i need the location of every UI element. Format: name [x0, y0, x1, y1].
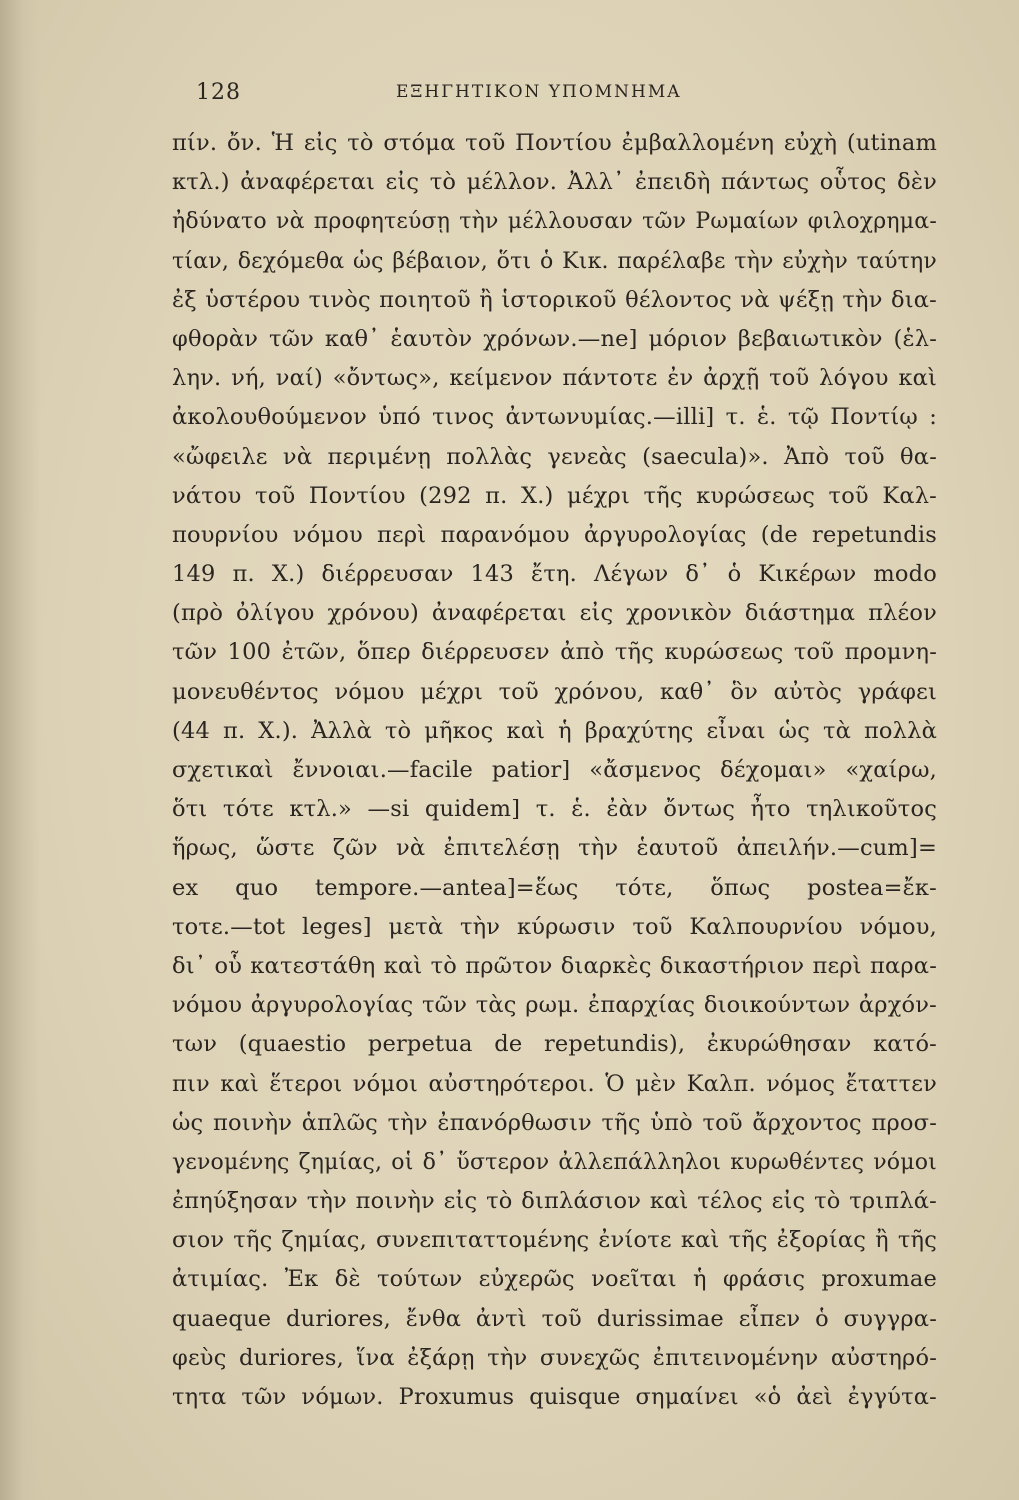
text-line: φεὺς duriores, ἵνα ἐξάρῃ τὴν συνεχῶς ἐπιτεινομένην αὐστηρό-: [172, 1344, 937, 1371]
text-line: ὡς ποινὴν ἁπλῶς τὴν ἐπανόρθωσιν τῆς ὑπὸ τοῦ ἄρχοντος προσ-: [172, 1109, 937, 1136]
text-line: μονευθέντος νόμου μέχρι τοῦ χρόνου, καθ᾽ ὃν αὐτὸς γράφει: [172, 678, 937, 705]
text-line: σχετικαὶ ἔννοιαι.—facile patior] «ἄσμενος δέχομαι» «χαίρω,: [172, 757, 937, 783]
commentary-text: [172, 124, 937, 1417]
text-line: πίν. ὄν. Ἡ εἰς τὸ στόμα τοῦ Ποντίου ἐμβαλλομένη εὐχὴ (utinam: [172, 130, 937, 156]
text-line: σιον τῆς ζημίας, συνεπιταττομένης ἐνίοτε καὶ τῆς ἐξορίας ἢ τῆς: [172, 1227, 937, 1254]
text-line: νόμου ἀργυρολογίας τῶν τὰς ρωμ. ἐπαρχίας διοικούντων ἀρχόν-: [172, 992, 937, 1019]
text-line: τῶν 100 ἐτῶν, ὅπερ διέρρευσεν ἀπὸ τῆς κυρώσεως τοῦ προμνη-: [172, 639, 937, 666]
text-line: λην. νή, ναί) «ὄντως», κείμενον πάντοτε ἐν ἀρχῇ τοῦ λόγου καὶ: [172, 365, 937, 392]
text-line: 149 π. Χ.) διέρρευσαν 143 ἔτη. Λέγων δ᾽ ὁ Κικέρων modo: [172, 561, 937, 588]
text-line: «ὤφειλε νὰ περιμένῃ πολλὰς γενεὰς (saecula)». Ἀπὸ τοῦ θα-: [172, 443, 937, 470]
text-line: δι᾽ οὗ κατεστάθη καὶ τὸ πρῶτον διαρκὲς δικαστήριον περὶ παρα-: [172, 952, 937, 979]
text-line: κτλ.) ἀναφέρεται εἰς τὸ μέλλον. Ἀλλ᾽ ἐπειδὴ πάντως οὗτος δὲν: [172, 169, 937, 196]
text-line: ἀκολουθούμενον ὑπό τινος ἀντωνυμίας.—illi] τ. ἑ. τῷ Ποντίῳ :: [172, 404, 937, 431]
text-line: ἀτιμίας. Ἐκ δὲ τούτων εὐχερῶς νοεῖται ἡ φράσις proxumae: [172, 1266, 937, 1293]
text-line: φθορὰν τῶν καθ᾽ ἑαυτὸν χρόνων.—ne] μόριον βεβαιωτικὸν (ἑλ-: [172, 325, 937, 352]
text-line: ex quo tempore.—antea]=ἕως τότε, ὅπως postea=ἔκ-: [172, 874, 937, 901]
text-line: τίαν, δεχόμεθα ὡς βέβαιον, ὅτι ὁ Κικ. παρέλαβε τὴν εὐχὴν ταύτην: [172, 248, 937, 274]
text-line: γενομένης ζημίας, οἱ δ᾽ ὕστερον ἀλλεπάλληλοι κυρωθέντες νόμοι: [172, 1149, 937, 1175]
binding-shadow: [0, 0, 40, 1500]
text-line: πιν καὶ ἕτεροι νόμοι αὐστηρότεροι. Ὁ μὲν Καλπ. νόμος ἔταττεν: [172, 1070, 937, 1097]
text-line: τητα τῶν νόμων. Proxumus quisque σημαίνει «ὁ ἀεὶ ἐγγύτα-: [172, 1384, 937, 1410]
text-line: ἐξ ὑστέρου τινὸς ποιητοῦ ἢ ἱστορικοῦ θέλοντος νὰ ψέξῃ τὴν δια-: [172, 286, 937, 313]
text-line: νάτου τοῦ Ποντίου (292 π. Χ.) μέχρι τῆς κυρώσεως τοῦ Καλ-: [172, 482, 937, 509]
page-number: 128: [196, 80, 241, 105]
text-line: των (quaestio perpetua de repetundis), ἐκυρώθησαν κατό-: [172, 1031, 937, 1058]
text-line: (πρὸ ὀλίγου χρόνου) ἀναφέρεται εἰς χρονικὸν διάστημα πλέον: [172, 600, 937, 627]
text-line: ἐπηύξησαν τὴν ποινὴν εἰς τὸ διπλάσιον καὶ τέλος εἰς τὸ τριπλά-: [172, 1188, 937, 1215]
text-line: τοτε.—tot leges] μετὰ τὴν κύρωσιν τοῦ Καλπουρνίου νόμου,: [172, 913, 937, 940]
text-line: ὅτι τότε κτλ.» —si quidem] τ. ἑ. ἐὰν ὄντως ἦτο τηλικοῦτος: [172, 796, 937, 823]
text-line: quaeque duriores, ἔνθα ἀντὶ τοῦ durissimae εἶπεν ὁ συγγρα-: [172, 1305, 937, 1332]
text-line: (44 π. Χ.). Ἀλλὰ τὸ μῆκος καὶ ἡ βραχύτης εἶναι ὡς τὰ πολλὰ: [172, 717, 937, 744]
text-line: πουρνίου νόμου περὶ παρανόμου ἀργυρολογίας (de repetundis: [172, 521, 937, 548]
running-title: ΕΞΗΓΗΤΙΚΟΝ ΥΠΟΜΝΗΜΑ: [396, 82, 682, 102]
text-line: ἥρως, ὥστε ζῶν νὰ ἐπιτελέσῃ τὴν ἑαυτοῦ ἀπειλήν.—cum]=: [172, 835, 937, 862]
page-header: [196, 80, 716, 112]
text-line: ἠδύνατο νὰ προφητεύσῃ τὴν μέλλουσαν τῶν Ρωμαίων φιλοχρημα-: [172, 209, 937, 235]
